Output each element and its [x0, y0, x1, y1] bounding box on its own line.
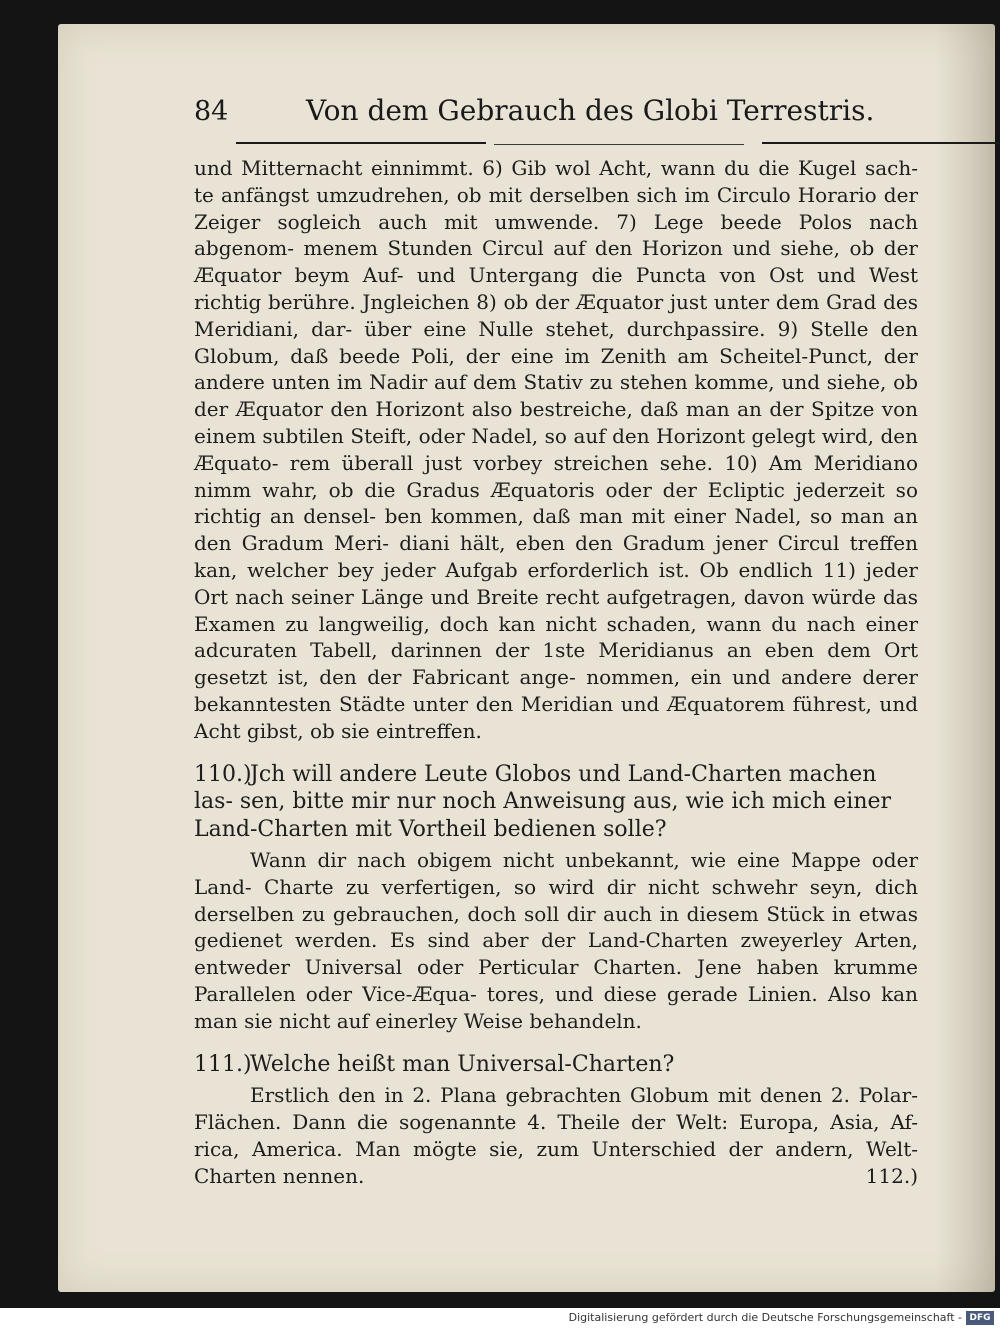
- question-number-111: 111.): [194, 1051, 252, 1077]
- page-header: [194, 96, 924, 136]
- dfg-logo-icon: DFG: [966, 1311, 994, 1325]
- question-text-111: Welche heißt man Universal-Charten?: [250, 1051, 675, 1077]
- answer-110: Wann dir nach obigem nicht unbekannt, wie eine Mappe oder Land- Charte zu verfertigen, so wird dir nicht schwehr seyn, dich derselben zu gebrauchen, doch soll dir auch in diesem Stück in etwas gedienet werden. Es sind aber der Land-Charten zweyerley Arten, entweder Universal oder Perticular Charten. Jene haben krumme Parallelen oder Vice-Æqua- tores, und diese gerade Linien. Also kan man sie nicht auf einerley Weise behandeln.: [194, 848, 918, 1033]
- paragraph-continued: und Mitternacht einnimmt. 6) Gib wol Acht, wann du die Kugel sach- te anfängst umzudrehen, ob mit derselben sich im Circulo Horario der Zeiger sogleich auch mit umwende. 7) Lege beede Polos nach abgenom- menem Stunden Circul auf den Horizon und siehe, ob der Æquator beym Auf- und Untergang die Puncta von Ost und West richtig berühre. Jngleichen 8) ob der Æquator just unter dem Grad des Meridiani, dar- über eine Nulle stehet, durchpassire. 9) Stelle den Globum, daß beede Poli, der eine im Zenith am Scheitel-Punct, der andere unten im Nadir auf dem Stativ zu stehen komme, und siehe, ob der Æquator den Horizont also bestreiche, daß man an der Spitze von einem subtilen Steift, oder Nadel, so auf den Horizont gelegt wird, den Æquato- rem überall just vorbey streichen sehe. 10) Am Meridiano nimm wahr, ob die Gradus Æquatoris oder der Ecliptic jederzeit so richtig an densel- ben kommen, daß man mit einer Nadel, so man an den Gradum Meri- diani hält, eben den Gradum jener Circul treffen kan, welcher bey jeder Aufgab erforderlich ist. Ob endlich 11) jeder Ort nach seiner Länge und Breite recht aufgetragen, davon würde das Examen zu langweilig, doch kan nicht schaden, wann du nach einer adcuraten Tabell, darinnen der 1ste Meridianus an eben dem Ort gesetzt ist, den der Fabricant ange- nommen, ein und andere derer bekanntesten Städte unter den Meridian und Æquatorem führest, und Acht gibst, ob sie eintreffen.: [194, 156, 918, 743]
- question-text-110: Jch will andere Leute Globos und Land-Charten machen las- sen, bitte mir nur noch Anweisung aus, wie ich mich einer Land-Charten mit Vortheil bedienen solle?: [194, 761, 892, 842]
- question-111: [194, 1051, 918, 1079]
- header-rule-right: [762, 142, 1000, 144]
- running-title: Von dem Gebrauch des Globi Terrestris.: [306, 94, 875, 127]
- page-number: 84: [194, 96, 229, 127]
- funding-credit: Digitalisierung gefördert durch die Deutsche Forschungsgemeinschaft -: [568, 1311, 962, 1324]
- question-number-110: 110.): [194, 761, 252, 787]
- header-rule-middle: [494, 144, 744, 145]
- answer-111: [194, 1082, 918, 1189]
- catchword: 112.): [865, 1163, 918, 1188]
- question-110: [194, 761, 918, 844]
- footer-bar: [0, 1308, 1000, 1329]
- answer-111-text: Erstlich den in 2. Plana gebrachten Globum mit denen 2. Polar- Flächen. Dann die sogenannte 4. Theile der Welt: Europa, Asia, Af- rica, America. Man mögte sie, zum Unterschied der andern, Welt- Charten nennen.: [194, 1083, 918, 1188]
- header-rule-left: [236, 142, 486, 144]
- page-body: [194, 155, 918, 1189]
- page-edge-shadow: [935, 24, 995, 1292]
